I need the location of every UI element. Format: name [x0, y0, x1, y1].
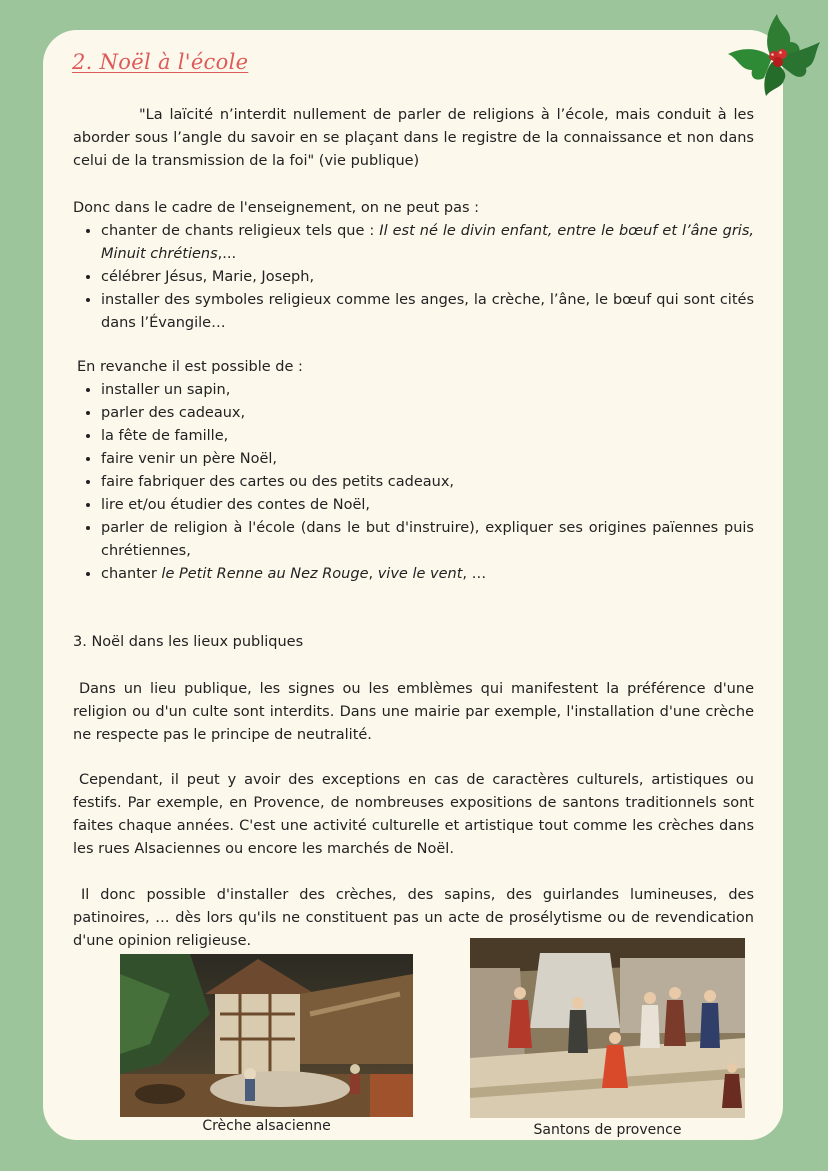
list-item: • installer des symboles religieux comme les anges, la crèche, l’âne, le bœuf qui sont cités dans l’Évangile…	[101, 289, 754, 335]
section3-title: 3. Noël dans les lieux publiques	[73, 634, 304, 650]
section3-paragraph-2: Cependant, il peut y avoir des exceptions en cas de caractères culturels, artistiques ou festifs. Par exemple, en Provence, de nombreuses expositions de santons traditionnels sont faites chaque années. C'est une activité culturelle et artistique tout comme les crèches dans les rues Alsaciennes ou encore les marchés de Noël.	[73, 772, 754, 857]
list-item: • faire fabriquer des cartes ou des petits cadeaux,	[101, 471, 754, 494]
photo-caption-creche-alsacienne: Crèche alsacienne	[202, 1118, 331, 1134]
section2-title: 2. Noël à l'école	[72, 50, 249, 74]
quote-paragraph: "La laïcité n’interdit nullement de parler de religions à l’école, mais conduit à les aborder sous l’angle du savoir en se plaçant dans le registre de la connaissance et non dans celui de la transmission de la foi" (vie publique)	[73, 107, 754, 169]
allowed-list	[73, 379, 754, 586]
section3-paragraph-3: Il donc possible d'installer des crèches, des sapins, des guirlandes lumineuses, des patinoires, … dès lors qu'ils ne constituent pas un acte de prosélytisme ou de revendication d'une opinion religieuse.	[73, 887, 754, 949]
allowed-block	[73, 356, 754, 586]
holly-icon	[722, 8, 826, 100]
list-item: • installer un sapin,	[101, 379, 754, 402]
list-item: • lire et/ou étudier des contes de Noël,	[101, 494, 754, 517]
list-item: • chanter de chants religieux tels que : Il est né le divin enfant, entre le bœuf et l’âne gris, Minuit chrétiens,...	[101, 220, 754, 266]
quote-block	[73, 104, 754, 173]
list-item: • faire venir un père Noël,	[101, 448, 754, 471]
list-item: • chanter le Petit Renne au Nez Rouge, vive le vent, …	[101, 563, 754, 586]
photo-caption-santons-de-provence: Santons de provence	[533, 1122, 682, 1138]
forbidden-list	[73, 220, 754, 335]
allowed-intro: En revanche il est possible de :	[77, 359, 303, 375]
section3-paragraph-1: Dans un lieu publique, les signes ou les emblèmes qui manifestent la préférence d'une religion ou d'un culte sont interdits. Dans une mairie par exemple, l'installation d'une crèche ne respecte pas le principe de neutralité.	[73, 681, 754, 743]
list-item: • parler des cadeaux,	[101, 402, 754, 425]
santons-de-provence-photo	[470, 938, 745, 1118]
forbidden-intro: Donc dans le cadre de l'enseignement, on ne peut pas :	[73, 200, 479, 216]
list-item: • célébrer Jésus, Marie, Joseph,	[101, 266, 754, 289]
forbidden-block	[73, 197, 754, 335]
creche-alsacienne-photo	[120, 954, 413, 1117]
list-item: • la fête de famille,	[101, 425, 754, 448]
list-item: • parler de religion à l'école (dans le but d'instruire), expliquer ses origines païennes puis chrétiennes,	[101, 517, 754, 563]
